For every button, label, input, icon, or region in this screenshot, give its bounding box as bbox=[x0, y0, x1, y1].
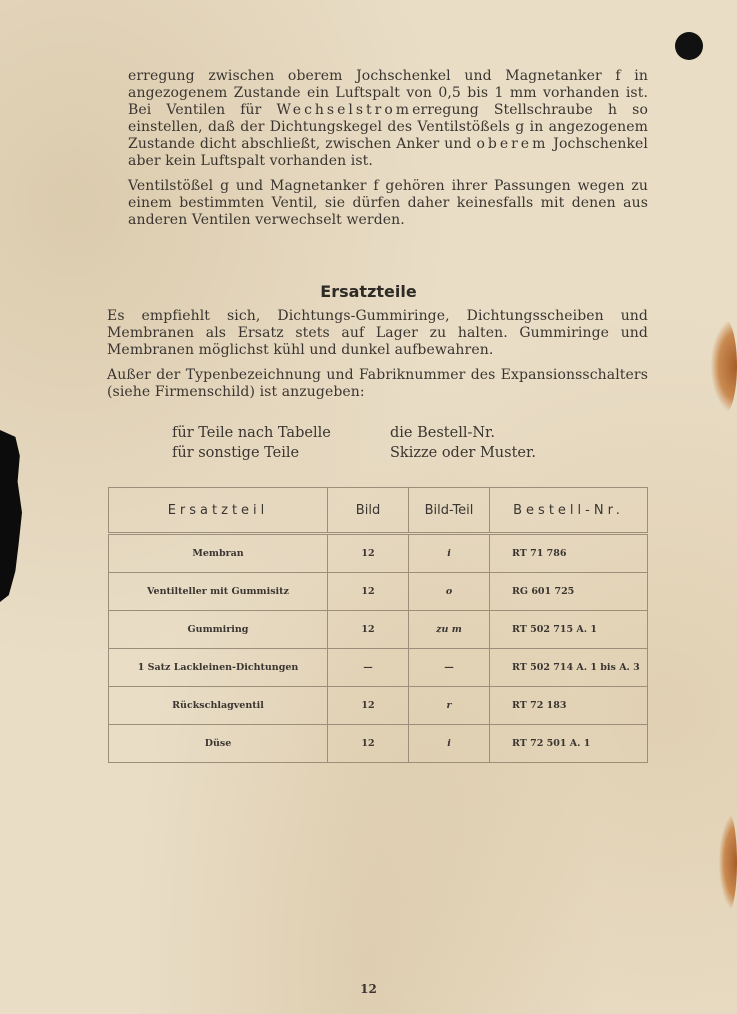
punch-hole bbox=[675, 32, 703, 60]
order-info-list bbox=[172, 423, 536, 463]
header-ersatzteil: Ersatzteil bbox=[109, 488, 328, 534]
header-bild-teil: Bild-Teil bbox=[409, 488, 490, 534]
header-bild: Bild bbox=[328, 488, 409, 534]
table-header-row bbox=[109, 488, 648, 534]
table-row: Düse 12 i RT 72 501 A. 1 bbox=[109, 725, 648, 763]
table-row: Membran 12 i RT 71 786 bbox=[109, 534, 648, 573]
table-row: 1 Satz Lackleinen-Dichtungen — — RT 502 714 A. 1 bis A. 3 bbox=[109, 649, 648, 687]
torn-edge bbox=[0, 430, 22, 602]
section-text bbox=[107, 308, 648, 409]
section-heading: Ersatzteile bbox=[320, 282, 417, 301]
table-row: Ventilteller mit Gummisitz 12 o RG 601 725 bbox=[109, 573, 648, 611]
section-paragraph-1: Es empfiehlt sich, Dichtungs-Gummiringe, Dichtungsscheiben und Membranen als Ersatz stets auf Lager zu halten. Gummiringe und Membranen möglichst kühl und dunkel aufbewahren. bbox=[107, 308, 648, 358]
stain-mark bbox=[711, 318, 737, 414]
stain-mark bbox=[719, 812, 737, 912]
list-item: für sonstige Teile Skizze oder Muster. bbox=[172, 445, 536, 461]
header-bestell-nr: Bestell-Nr. bbox=[490, 488, 648, 534]
table-row: Gummiring 12 zu m RT 502 715 A. 1 bbox=[109, 611, 648, 649]
intro-text bbox=[128, 68, 648, 237]
intro-paragraph-1: erregung zwischen oberem Jochschenkel und Magnetanker f in angezogenem Zustande ein Luftspalt von 0,5 bis 1 mm vorhanden ist. Bei Ventilen für Wechselstromerregung Stellschraube h so einstellen, daß der Dichtungskegel des Ventilstößels g in angezogenem Zustande dicht abschließt, zwischen Anker und oberem Jochschenkel aber kein Luftspalt vorhanden ist. bbox=[128, 68, 648, 169]
intro-paragraph-2: Ventilstößel g und Magnetanker f gehören ihrer Passungen wegen zu einem bestimmten Ventil, sie dürfen daher keinesfalls mit denen aus anderen Ventilen verwechselt werden. bbox=[128, 178, 648, 228]
table-row: Rückschlagventil 12 r RT 72 183 bbox=[109, 687, 648, 725]
page-number: 12 bbox=[360, 982, 377, 996]
section-paragraph-2: Außer der Typenbezeichnung und Fabriknummer des Expansionsschalters (siehe Firmenschild) ist anzugeben: bbox=[107, 367, 648, 400]
list-item: für Teile nach Tabelle die Bestell-Nr. bbox=[172, 425, 496, 441]
spare-parts-table bbox=[108, 487, 648, 763]
